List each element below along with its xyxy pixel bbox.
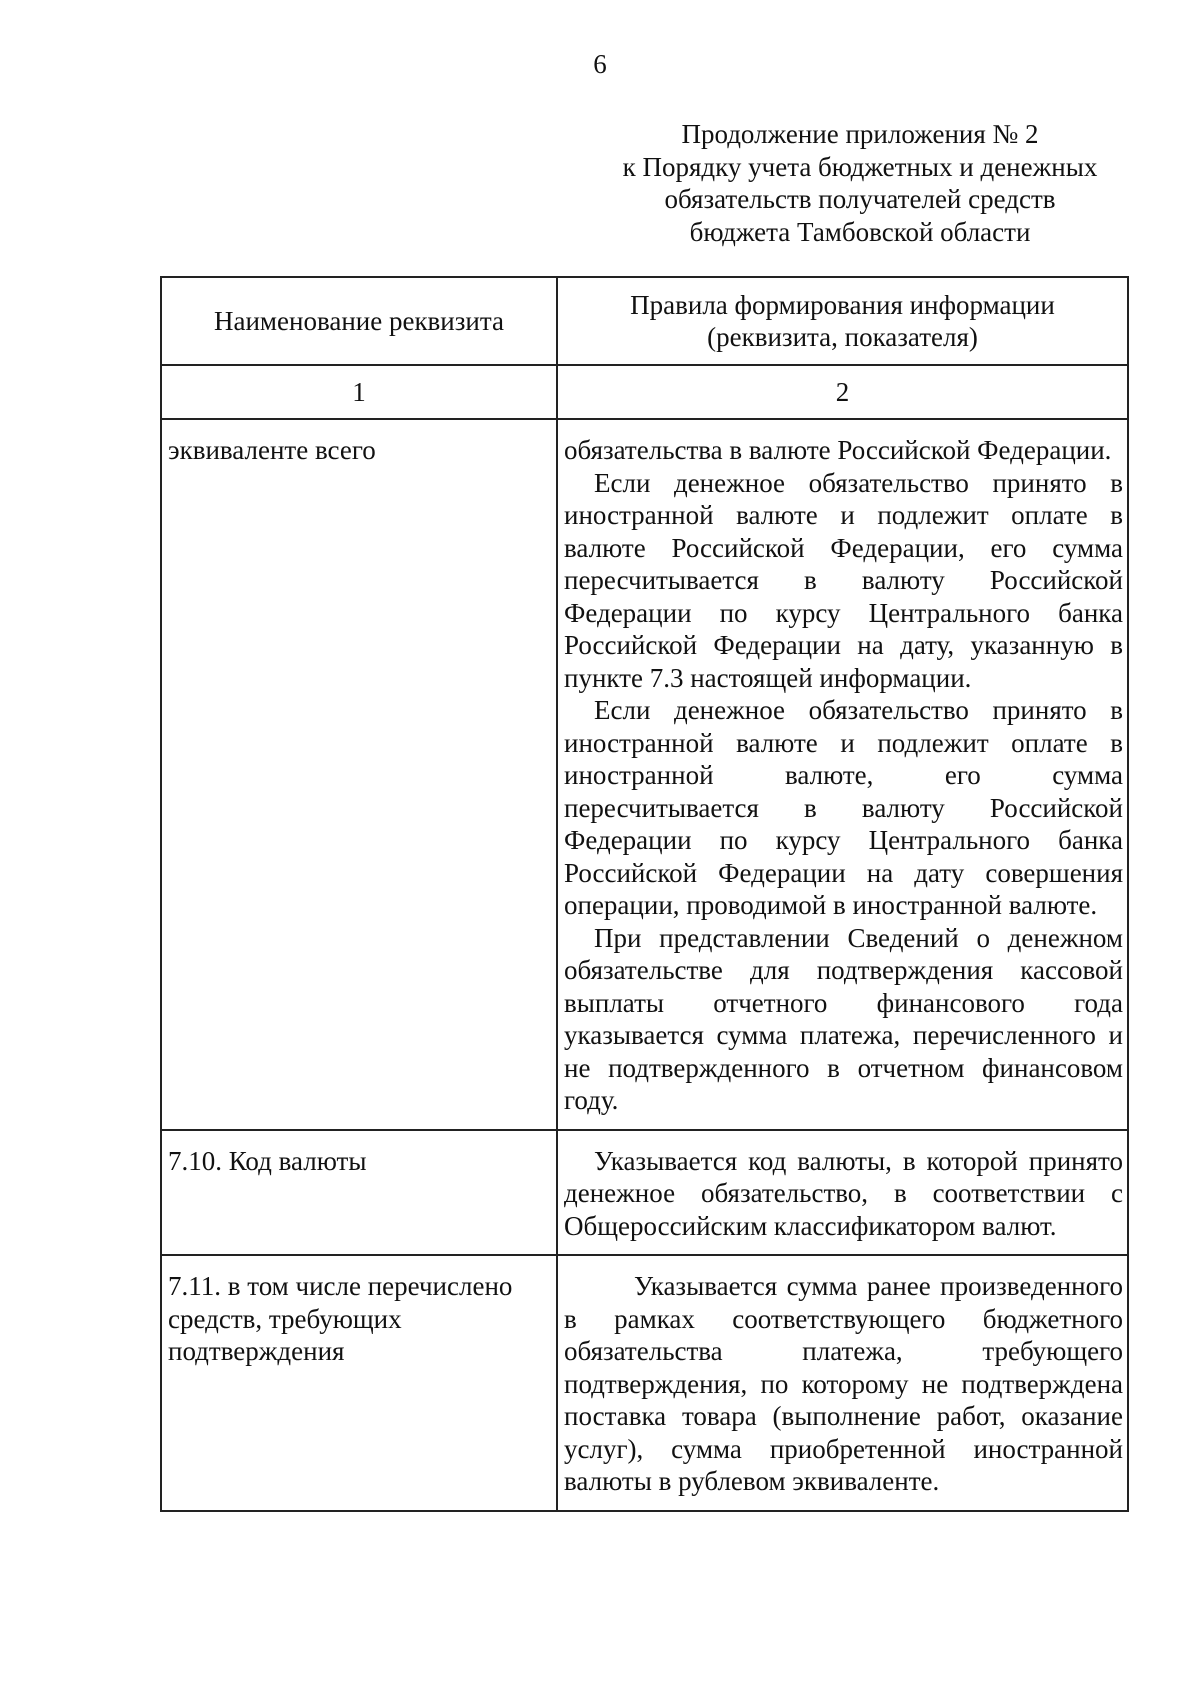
requisite-rules xyxy=(557,1130,1128,1256)
rule-paragraph: Если денежное обязательство принято в иностранной валюте и подлежит оплате в иностранной валюте, его сумма пересчитывается в валюту Российской Федерации по курсу Центрального банка Российской Федерации на дату совершения операции, проводимой в иностранной валюте. xyxy=(564,695,1123,920)
requisite-name: 7.11. в том числе перечислено средств, требующих подтверждения xyxy=(161,1255,557,1511)
appendix-header-line: обязательств получателей средств xyxy=(664,184,1056,214)
table-numbering-row xyxy=(161,365,1128,419)
requisite-name: эквиваленте всего xyxy=(161,419,557,1130)
requisite-rules xyxy=(557,419,1128,1130)
column-number-2: 2 xyxy=(557,365,1128,419)
appendix-header-line: Продолжение приложения № 2 xyxy=(681,119,1039,149)
rule-paragraph: При представлении Сведений о денежном обязательстве для подтверждения кассовой выплаты отчетного финансового года указывается сумма платежа, перечисленного и не подтвержденного в отчетном финансовом году. xyxy=(564,922,1123,1115)
table-header-row xyxy=(161,277,1128,365)
rule-paragraph: Если денежное обязательство принято в иностранной валюте и подлежит оплате в валюте Российской Федерации, его сумма пересчитывается в валюту Российской Федерации по курсу Центрального банка Российской Федерации на дату, указанную в пункте 7.3 настоящей информации. xyxy=(564,467,1123,693)
column-number-1: 1 xyxy=(161,365,557,419)
column-header-name: Наименование реквизита xyxy=(161,277,557,365)
appendix-header-line: к Порядку учета бюджетных и денежных xyxy=(622,151,1098,182)
requisites-table xyxy=(160,276,1129,1512)
rule-paragraph: обязательства в валюте Российской Федерации. xyxy=(564,435,1112,465)
appendix-header xyxy=(600,118,1120,248)
rule-paragraph: Указывается код валюты, в которой принято денежное обязательство, в соответствии с Общероссийским классификатором валют. xyxy=(564,1145,1123,1241)
rule-paragraph: Указывается сумма ранее произведенного в рамках соответствующего бюджетного обязательства платежа, требующего подтверждения, по которому не подтверждена поставка товара (выполнение работ, оказание услуг), сумма приобретенной иностранной валюты в рублевом эквиваленте. xyxy=(564,1271,1123,1496)
page-number: 6 xyxy=(593,49,607,79)
column-header-rules: Правила формирования информации (реквизита, показателя) xyxy=(557,277,1128,365)
table-row xyxy=(161,1255,1128,1511)
requisite-name: 7.10. Код валюты xyxy=(161,1130,557,1256)
appendix-header-line: бюджета Тамбовской области xyxy=(689,216,1031,247)
requisite-rules xyxy=(557,1255,1128,1511)
table-row xyxy=(161,419,1128,1130)
table-row xyxy=(161,1130,1128,1256)
